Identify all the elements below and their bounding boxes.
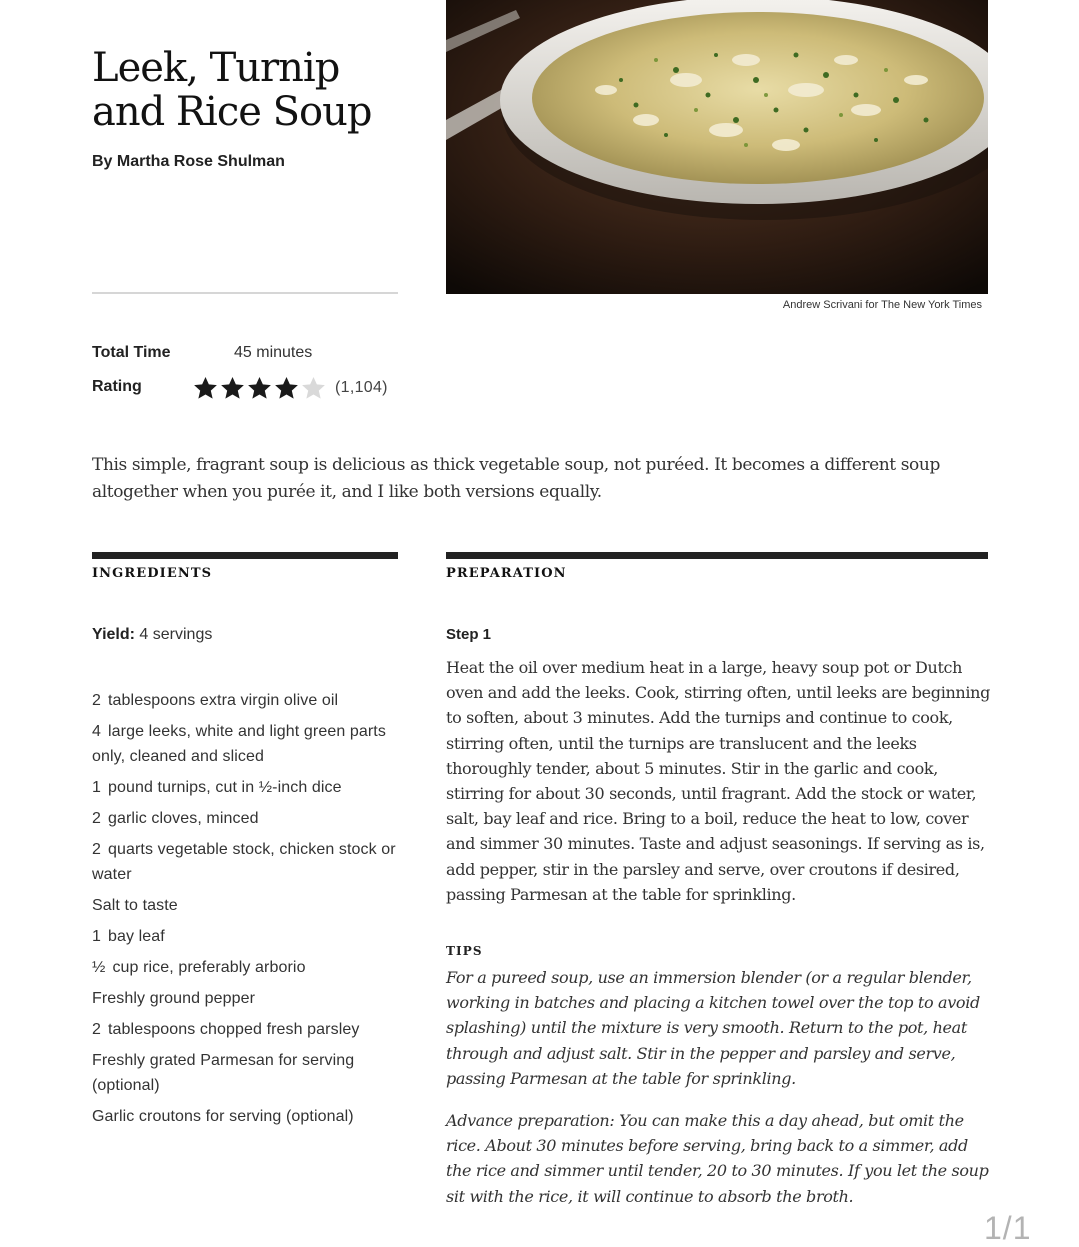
- star-filled-icon[interactable]: [219, 375, 246, 401]
- yield-label: Yield:: [92, 626, 135, 643]
- page-indicator: 1/1: [984, 1210, 1032, 1246]
- ingredient-text: bay leaf: [108, 928, 165, 945]
- tip-advance-preparation: Advance preparation: You can make this a day ahead, but omit the rice. About 30 minutes before serving, bring back to a simmer, add the rice and simmer until tender, 20 to 30 minutes. If you let the soup sit with the rice, it will continue to absorb the broth.: [446, 1111, 989, 1206]
- ingredient-item: [92, 775, 412, 800]
- ingredient-text: Freshly ground pepper: [92, 990, 256, 1007]
- star-filled-icon[interactable]: [273, 375, 300, 401]
- ingredient-quantity: 2: [92, 810, 101, 827]
- ingredient-text: Garlic croutons for serving (optional): [92, 1108, 354, 1125]
- star-filled-icon[interactable]: [246, 375, 273, 401]
- recipe-description: This simple, fragrant soup is delicious as thick vegetable soup, not puréed. It becomes a different soup altogether when you purée it, and I like both versions equally.: [92, 455, 940, 502]
- ingredient-quantity: 1: [92, 928, 101, 945]
- ingredient-text: tablespoons chopped fresh parsley: [108, 1021, 360, 1038]
- recipe-title: Leek, Turnip and Rice Soup: [92, 45, 372, 135]
- ingredient-text: large leeks, white and light green parts only, cleaned and sliced: [92, 723, 386, 765]
- ingredients-list: [92, 688, 412, 1135]
- ingredient-quantity: 1: [92, 779, 101, 796]
- preparation-heading: PREPARATION: [446, 566, 567, 581]
- step-label: Step 1: [446, 626, 492, 643]
- photo-credit: Andrew Scrivani for The New York Times: [782, 299, 982, 311]
- title-divider: [92, 292, 398, 294]
- yield-value: 4 servings: [139, 626, 213, 643]
- ingredient-item: [92, 986, 412, 1011]
- author-byline: By Martha Rose Shulman: [92, 153, 285, 170]
- rating-count: (1,104): [335, 379, 388, 396]
- ingredient-item: [92, 1104, 412, 1129]
- total-time-value: 45 minutes: [234, 344, 313, 361]
- ingredient-text: quarts vegetable stock, chicken stock or water: [92, 841, 396, 883]
- yield: [92, 626, 212, 644]
- step-text: Heat the oil over medium heat in a large, heavy soup pot or Dutch oven and add the leeks. Cook, stirring often, until leeks are beginning to soften, about 3 minutes. Add the turnips and continue to cook, stirring often, until the turnips are translucent and the leeks thoroughly tender, about 5 minutes. Stir in the garlic and cook, stirring for about 30 seconds, until fragrant. Add the stock or water, salt, bay leaf and rice. Bring to a boil, reduce the heat to low, cover and simmer 30 minutes. Taste and adjust seasonings. If serving as is, add pepper, stir in the parsley and serve, over croutons if desired, passing Parmesan at the table for sprinkling.: [446, 658, 990, 904]
- ingredient-text: Freshly grated Parmesan for serving (optional): [92, 1052, 355, 1094]
- ingredient-item: [92, 924, 412, 949]
- rating-label: Rating: [92, 378, 142, 395]
- ingredient-text: Salt to taste: [92, 897, 178, 914]
- ingredient-quantity: 2: [92, 692, 101, 709]
- ingredient-item: [92, 837, 412, 887]
- ingredient-quantity: 2: [92, 1021, 101, 1038]
- ingredient-text: tablespoons extra virgin olive oil: [108, 692, 339, 709]
- ingredient-quantity: 4: [92, 723, 101, 740]
- ingredient-item: [92, 688, 412, 713]
- ingredient-text: pound turnips, cut in ½-inch dice: [108, 779, 342, 796]
- star-empty-icon[interactable]: [300, 375, 327, 401]
- tip-pureed: For a pureed soup, use an immersion blender (or a regular blender, working in batches and placing a kitchen towel over the top to avoid splashing) until the mixture is very smooth. Return to the pot, heat through and adjust salt. Stir in the pepper and parsley and serve, passing Parmesan at the table for sprinkling.: [446, 968, 980, 1088]
- ingredient-item: [92, 1017, 412, 1042]
- ingredient-text: cup rice, preferably arborio: [112, 959, 306, 976]
- soup-bowl-photo: [446, 0, 988, 294]
- preparation-bar: [446, 552, 988, 559]
- total-time-label: Total Time: [92, 344, 171, 361]
- ingredient-item: [92, 719, 412, 769]
- ingredients-heading: INGREDIENTS: [92, 566, 213, 581]
- ingredient-quantity: ½: [92, 959, 106, 976]
- ingredient-item: [92, 955, 412, 980]
- star-rating[interactable]: [192, 375, 327, 401]
- ingredient-item: [92, 893, 412, 918]
- ingredient-item: [92, 1048, 412, 1098]
- ingredient-item: [92, 806, 412, 831]
- ingredients-bar: [92, 552, 398, 559]
- ingredient-quantity: 2: [92, 841, 101, 858]
- ingredient-text: garlic cloves, minced: [108, 810, 259, 827]
- star-filled-icon[interactable]: [192, 375, 219, 401]
- tips-heading: TIPS: [446, 944, 483, 958]
